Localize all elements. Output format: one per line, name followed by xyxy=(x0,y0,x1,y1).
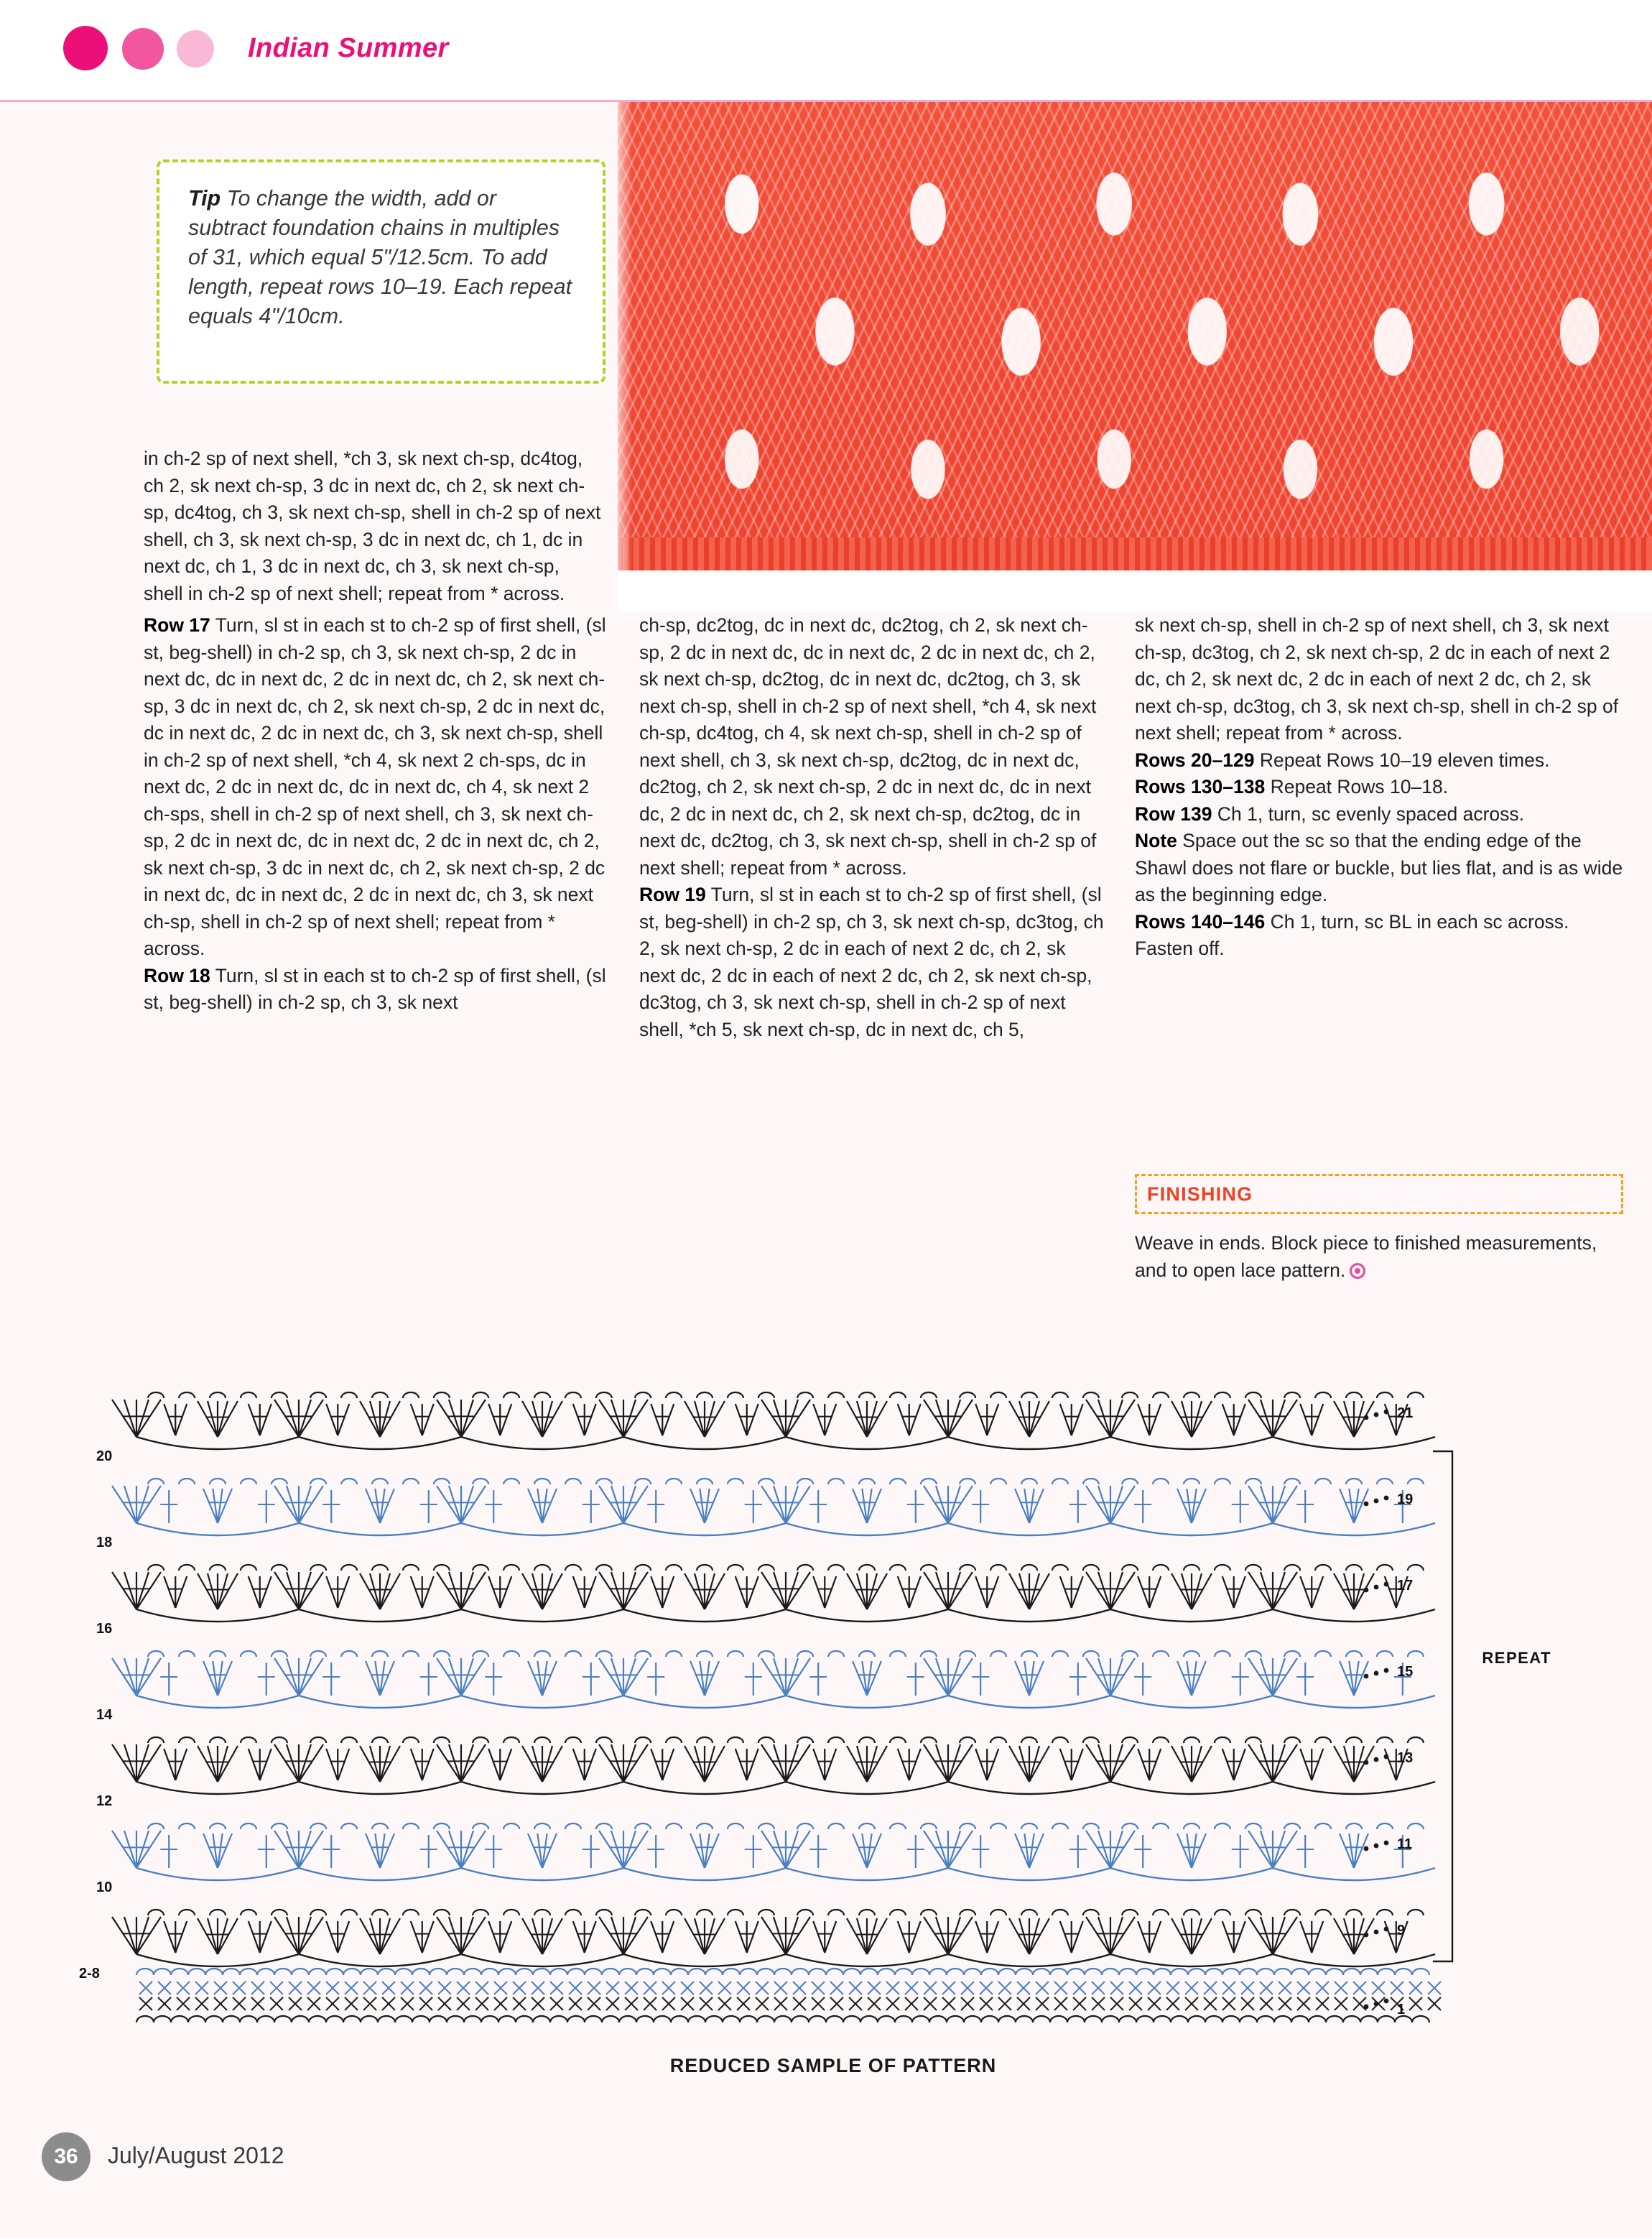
flower-icon xyxy=(1350,1263,1365,1279)
tip-text xyxy=(188,184,580,331)
finishing-box xyxy=(1135,1174,1623,1214)
dot-light-pink-icon xyxy=(177,30,214,68)
note-text: Space out the sc so that the ending edge of the Shawl does not flare or buckle, but lies flat, and is as wide as the beginning edge. xyxy=(1135,830,1623,905)
paragraph-continuation: in ch-2 sp of next shell, *ch 3, sk next ch-sp, dc4tog, ch 2, sk next ch-sp, 3 dc in next dc, ch 2, sk next ch-sp, dc4tog, ch 3, sk next ch-sp, shell in ch-2 sp of next shell, ch 3, sk next ch-sp, 3 dc in next dc, ch 1, dc in next dc, ch 1, 3 dc in next dc, ch 3, sk next ch-sp, shell in ch-2 sp of next shell; repeat from * across. xyxy=(144,448,601,604)
finishing-label: FINISHING xyxy=(1147,1183,1253,1205)
chart-row-number-13: 13 xyxy=(1397,1750,1414,1766)
row-17-label: Row 17 xyxy=(144,614,210,636)
chart-row-number-14: 14 xyxy=(96,1707,113,1723)
note-paragraph xyxy=(1135,828,1623,909)
chart-row-number-15: 15 xyxy=(1397,1664,1414,1680)
row-18-text: Turn, sl st in each st to ch-2 sp of first shell, (sl st, beg-shell) in ch-2 sp, ch 3, sk next xyxy=(144,964,606,1013)
chart-row-number-17: 17 xyxy=(1397,1578,1414,1594)
rows-20-129-text: Repeat Rows 10–19 eleven times. xyxy=(1254,749,1550,771)
header-dots xyxy=(63,26,243,76)
column-2 xyxy=(639,612,1106,1043)
tip-box xyxy=(157,159,605,384)
dot-mid-pink-icon xyxy=(122,28,164,70)
row-139-label: Row 139 xyxy=(1135,803,1212,825)
crochet-lace-texture xyxy=(618,102,1652,612)
dot-dark-pink-icon xyxy=(63,26,108,70)
rows-130-138-paragraph xyxy=(1135,774,1623,801)
finishing-text: Weave in ends. Block piece to finished measurements, and to open lace pattern. xyxy=(1135,1232,1597,1281)
chart-row-number-1: 1 xyxy=(1397,2002,1406,2017)
page-title: Indian Summer xyxy=(248,33,449,63)
rows-130-138-text: Repeat Rows 10–18. xyxy=(1265,776,1449,797)
rows-130-138-label: Rows 130–138 xyxy=(1135,776,1266,797)
chart-row-number-11: 11 xyxy=(1397,1836,1413,1852)
tip-body: To change the width, add or subtract foundation chains in multiples of 31, which equal 5"/12.5cm. To add length, repeat rows 10–19. Each repeat equals 4"/10cm. xyxy=(188,186,572,328)
repeat-bracket-label: REPEAT xyxy=(1482,1649,1551,1667)
rows-140-146-paragraph xyxy=(1135,909,1623,936)
chart-row-number-18: 18 xyxy=(96,1535,113,1550)
chart-row-number-9: 9 xyxy=(1397,1923,1406,1938)
rows-140-146-label: Rows 140–146 xyxy=(1135,910,1266,933)
rows-20-129-label: Rows 20–129 xyxy=(1135,749,1255,771)
column-1-top xyxy=(144,445,603,607)
chart-row-number-2-8: 2-8 xyxy=(79,1966,100,1982)
stitch-chart-svg xyxy=(108,1322,1559,2055)
row-19-label: Row 19 xyxy=(639,884,706,905)
chart-row-number-12: 12 xyxy=(96,1793,113,1809)
row-18-paragraph xyxy=(144,963,611,1017)
row-18-label: Row 18 xyxy=(144,964,210,986)
fasten-off-text: Fasten off. xyxy=(1135,938,1225,959)
column-3 xyxy=(1135,612,1623,963)
tip-label: Tip xyxy=(188,186,221,211)
rows-20-129-paragraph xyxy=(1135,747,1623,774)
photo-white-margin xyxy=(618,570,1652,612)
page-number-badge: 36 xyxy=(42,2132,91,2181)
chart-row-number-10: 10 xyxy=(96,1879,113,1895)
chart-caption: REDUCED SAMPLE OF PATTERN xyxy=(669,2055,997,2076)
column-3-continuation: sk next ch-sp, shell in ch-2 sp of next shell, ch 3, sk next ch-sp, dc3tog, ch 2, sk next ch-sp, 2 dc in each of next 2 dc, ch 2, sk next dc, 2 dc in each of next 2 dc, ch 2, sk next ch-sp, dc3tog, ch 3, sk next ch-sp, shell in ch-2 sp of next shell; repeat from * across. xyxy=(1135,614,1619,744)
rows-140-146-text: Ch 1, turn, sc BL in each sc across. xyxy=(1265,910,1569,933)
photo-left-fade xyxy=(618,102,632,612)
chart-row-number-21: 21 xyxy=(1397,1405,1414,1421)
column-1 xyxy=(144,612,611,1017)
row-139-text: Ch 1, turn, sc evenly spaced across. xyxy=(1212,803,1525,825)
issue-date: July/August 2012 xyxy=(108,2142,284,2168)
stitch-chart xyxy=(79,1322,1559,2076)
chart-row-number-20: 20 xyxy=(96,1448,113,1464)
swatch-photo xyxy=(618,102,1652,612)
page-header xyxy=(0,0,1652,101)
row-19-text: Turn, sl st in each st to ch-2 sp of first shell, (sl st, beg-shell) in ch-2 sp, ch 3, sk next ch-sp, dc3tog, ch 2, sk next ch-sp, 2 dc in each of next 2 dc, ch 2, sk next dc, 2 dc in each of next 2 dc, ch 2, sk next ch-sp, dc3tog, ch 3, sk next ch-sp, shell in ch-2 sp of next shell, *ch 5, sk next ch-sp, dc in next dc, ch 5, xyxy=(639,884,1104,1040)
column-2-continuation: ch-sp, dc2tog, dc in next dc, dc2tog, ch 2, sk next ch-sp, 2 dc in next dc, dc in next dc, 2 dc in next dc, ch 2, sk next ch-sp, dc2tog, dc in next dc, dc2tog, ch 3, sk next ch-sp, shell in ch-2 sp of next shell, *ch 4, sk next ch-sp, dc4tog, ch 4, sk next ch-sp, shell in ch-2 sp of next shell, ch 3, sk next ch-sp, dc2tog, dc in next dc, dc2tog, ch 2, sk next ch-sp, 2 dc in next dc, dc in next dc, 2 dc in next dc, ch 2, sk next ch-sp, dc2tog, dc in next dc, dc2tog, ch 3, sk next ch-sp, shell in ch-2 sp of next shell; repeat from * across. xyxy=(639,614,1097,879)
row-19-paragraph xyxy=(639,882,1106,1043)
chart-row-number-19: 19 xyxy=(1397,1492,1414,1507)
chart-row-number-16: 16 xyxy=(96,1621,113,1637)
swatch-bottom-edge xyxy=(618,537,1652,570)
row-139-paragraph xyxy=(1135,801,1623,828)
row-17-paragraph xyxy=(144,612,611,963)
finishing-text-wrap xyxy=(1135,1230,1623,1284)
row-17-text: Turn, sl st in each st to ch-2 sp of first shell, (sl st, beg-shell) in ch-2 sp, ch 3, sk next ch-sp, 2 dc in next dc, dc in next dc, 2 dc in next dc, ch 2, sk next ch-sp, 3 dc in next dc, ch 2, sk next ch-sp, 2 dc in next dc, dc in next dc, 2 dc in next dc, ch 3, sk next ch-sp, shell in ch-2 sp of next shell, *ch 4, sk next 2 ch-sps, dc in next dc, 2 dc in next dc, dc in next dc, ch 4, sk next 2 ch-sps, shell in ch-2 sp of next shell, ch 3, sk next ch-sp, 2 dc in next dc, dc in next dc, 2 dc in next dc, ch 2, sk next ch-sp, 3 dc in next dc, ch 2, sk next ch-sp, 2 dc in next dc, dc in next dc, 2 dc in next dc, ch 3, sk next ch-sp, shell in ch-2 sp of next shell; repeat from * across. xyxy=(144,614,606,959)
note-label: Note xyxy=(1135,830,1177,851)
